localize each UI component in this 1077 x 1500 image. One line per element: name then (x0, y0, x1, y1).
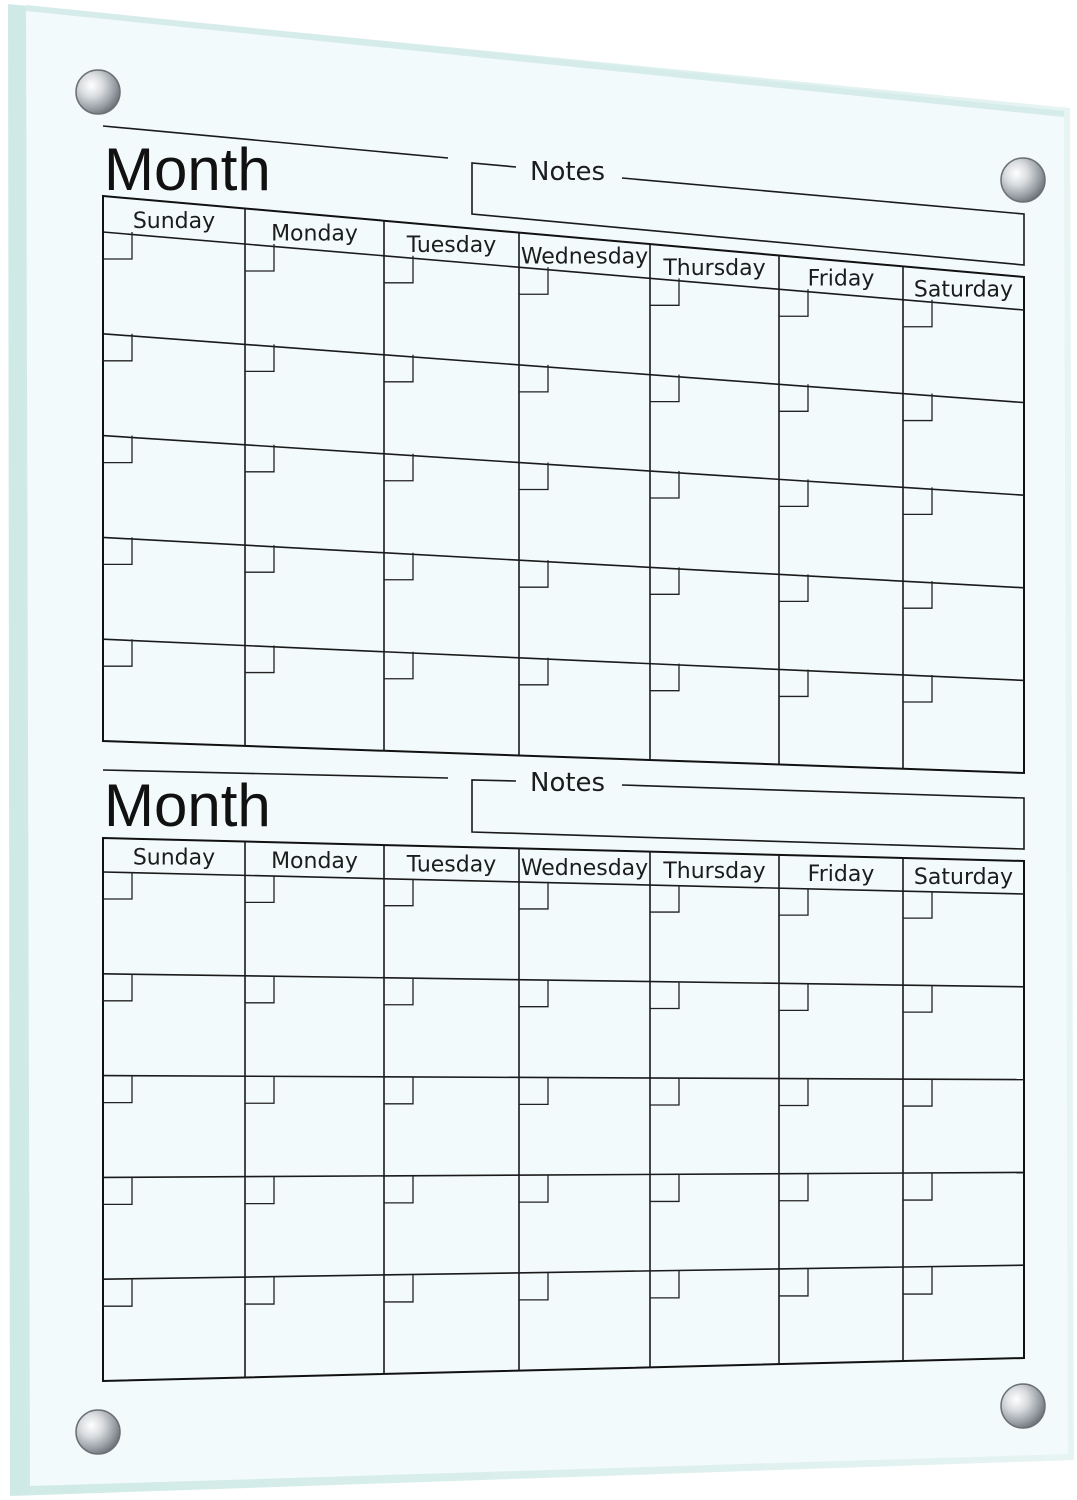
weekday-label-saturday: Saturday (913, 277, 1014, 303)
standoff-bolt-top-right (1001, 158, 1045, 202)
standoff-bolt-top-left (76, 70, 120, 114)
weekday-label-tuesday: Tuesday (406, 852, 497, 878)
weekday-label-monday: Monday (271, 849, 358, 875)
standoff-bolt-bottom-left (76, 1410, 120, 1454)
weekday-label-thursday: Thursday (663, 858, 766, 884)
notes-label: Notes (530, 157, 606, 187)
month-title: Month (104, 136, 271, 203)
weekday-label-friday: Friday (807, 862, 875, 888)
weekday-label-sunday: Sunday (132, 209, 216, 235)
weekday-label-wednesday: Wednesday (520, 244, 649, 270)
weekday-label-friday: Friday (807, 266, 875, 292)
weekday-label-saturday: Saturday (913, 865, 1014, 891)
notes-label: Notes (530, 768, 606, 798)
weekday-label-sunday: Sunday (132, 845, 216, 871)
standoff-bolt-bottom-right (1001, 1384, 1045, 1428)
weekday-label-thursday: Thursday (663, 255, 766, 281)
weekday-label-wednesday: Wednesday (520, 855, 649, 881)
month-title: Month (104, 772, 271, 839)
weekday-label-monday: Monday (271, 221, 358, 247)
weekday-label-tuesday: Tuesday (406, 233, 497, 259)
